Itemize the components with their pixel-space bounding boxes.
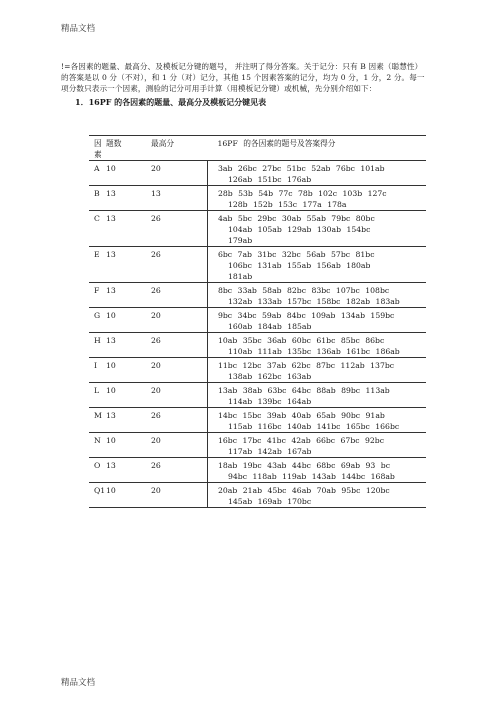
factor-cell: E — [89, 247, 106, 283]
items-line: 9bc 34bc 59ab 84bc 109ab 134ab 159bc — [218, 311, 395, 320]
max-cell: 20 — [151, 161, 208, 186]
table-row — [89, 247, 426, 283]
items-line: 138ab 162bc 163ab — [228, 372, 312, 381]
items-line: 114ab 139bc 164ab — [228, 397, 312, 406]
max-cell: 20 — [151, 358, 208, 383]
factor-cell: Q1 — [89, 483, 106, 508]
items-cell — [208, 333, 427, 358]
factor-cell: G — [89, 308, 106, 333]
factor-cell: C — [89, 211, 106, 247]
items-cell — [208, 483, 427, 508]
items-line: 117ab 142ab 167ab — [228, 447, 312, 456]
max-cell: 26 — [151, 211, 208, 247]
table-row — [89, 333, 426, 358]
items-cell — [208, 247, 427, 283]
items-cell — [208, 283, 427, 308]
max-cell: 26 — [151, 458, 208, 483]
items-line: 126ab 151bc 176ab — [228, 175, 312, 184]
items-line: 110ab 111ab 135bc 136ab 161bc 186ab — [228, 347, 400, 356]
max-cell: 26 — [151, 333, 208, 358]
count-cell: 13 — [106, 186, 151, 211]
items-line: 181ab — [228, 272, 253, 281]
items-line: 14bc 15bc 39ab 40ab 65ab 90bc 91ab — [218, 411, 385, 420]
max-cell: 26 — [151, 408, 208, 433]
items-line: 28b 53b 54b 77c 78b 102c 103b 127c — [218, 189, 387, 198]
factor-cell: F — [89, 283, 106, 308]
items-line: 16bc 17bc 41bc 42ab 66bc 67bc 92bc — [218, 436, 384, 445]
items-line: 3ab 26bc 27bc 51bc 52ab 76bc 101ab — [218, 164, 385, 173]
factor-table — [89, 135, 426, 508]
page-header: 精品文档 — [61, 24, 96, 34]
items-line: 94bc 118ab 119ab 143ab 144bc 168ab — [228, 472, 395, 481]
items-cell — [208, 308, 427, 333]
items-line: 6bc 7ab 31bc 32bc 56ab 57bc 81bc — [218, 250, 375, 259]
max-cell: 26 — [151, 247, 208, 283]
header-items: 16PF 的各因素的题号及答案得分 — [208, 136, 427, 161]
table-row — [89, 211, 426, 247]
items-line: 13ab 38ab 63bc 64bc 88ab 89bc 113ab — [218, 386, 390, 395]
items-cell — [208, 211, 427, 247]
items-line: 104ab 105ab 129ab 130ab 154bc — [228, 225, 371, 234]
table-header-row — [89, 136, 426, 161]
table-caption: 1．16PF 的各因素的题量、最高分及模板记分键见表 — [75, 97, 267, 107]
intro-paragraph: !=各因素的题量、最高分、及模板记分键的题号， 并注明了得分答案。关于记分：只有 B 因素（聪慧性）的答案是以 0 分（不对），和 1 分（对）记分，其他 15 个因素答案的记分，均为 0 分，1 分，2 分。每一项分数只表示一个因素，测验的记分可用手计算（用模板记分键）或机械，先分别介绍如下： — [61, 62, 425, 93]
count-cell: 10 — [106, 483, 151, 508]
header-factor: 因素 — [89, 136, 106, 161]
items-cell — [208, 408, 427, 433]
items-cell — [208, 186, 427, 211]
header-max: 最高分 — [151, 136, 208, 161]
items-line: 145ab 169ab 170bc — [228, 497, 312, 506]
count-cell: 10 — [106, 433, 151, 458]
items-line: 10ab 35bc 36ab 60bc 61bc 85bc 86bc — [218, 336, 385, 345]
items-line: 160ab 184ab 185ab — [228, 322, 312, 331]
items-cell — [208, 383, 427, 408]
table-row — [89, 161, 426, 186]
count-cell: 10 — [106, 308, 151, 333]
table-row — [89, 458, 426, 483]
factor-cell: L — [89, 383, 106, 408]
table-body — [89, 161, 426, 508]
table-row — [89, 358, 426, 383]
count-cell: 10 — [106, 383, 151, 408]
count-cell: 13 — [106, 247, 151, 283]
items-line: 106bc 131ab 155ab 156ab 180ab — [228, 261, 371, 270]
factor-cell: M — [89, 408, 106, 433]
factor-cell: A — [89, 161, 106, 186]
header-count: 题数 — [106, 136, 151, 161]
items-line: 132ab 133ab 157bc 158bc 182ab 183ab — [228, 297, 400, 306]
table-row — [89, 483, 426, 508]
max-cell: 20 — [151, 483, 208, 508]
max-cell: 20 — [151, 308, 208, 333]
factor-cell: B — [89, 186, 106, 211]
items-line: 115ab 116bc 140ab 141bc 165bc 166bc — [228, 422, 400, 431]
items-line: 11bc 12bc 37ab 62bc 87bc 112ab 137bc — [218, 361, 395, 370]
items-cell — [208, 161, 427, 186]
count-cell: 13 — [106, 458, 151, 483]
table-row — [89, 383, 426, 408]
table-row — [89, 283, 426, 308]
max-cell: 26 — [151, 283, 208, 308]
items-line: 128b 152b 153c 177a 178a — [228, 200, 347, 209]
items-line: 20ab 21ab 45bc 46ab 70ab 95bc 120bc — [218, 486, 390, 495]
items-line: 8bc 33ab 58ab 82bc 83bc 107bc 108bc — [218, 286, 390, 295]
max-cell: 13 — [151, 186, 208, 211]
factor-cell: H — [89, 333, 106, 358]
factor-cell: I — [89, 358, 106, 383]
items-line: 18ab 19bc 43ab 44bc 68bc 69ab 93 bc — [218, 461, 390, 470]
table-row — [89, 408, 426, 433]
max-cell: 20 — [151, 433, 208, 458]
count-cell: 13 — [106, 211, 151, 247]
factor-cell: N — [89, 433, 106, 458]
count-cell: 10 — [106, 161, 151, 186]
factor-cell: O — [89, 458, 106, 483]
table-row — [89, 186, 426, 211]
count-cell: 13 — [106, 283, 151, 308]
items-cell — [208, 433, 427, 458]
count-cell: 10 — [106, 358, 151, 383]
items-cell — [208, 458, 427, 483]
items-cell — [208, 358, 427, 383]
items-line: 4ab 5bc 29bc 30ab 55ab 79bc 80bc — [218, 214, 375, 223]
page-footer: 精品文档 — [61, 678, 96, 688]
count-cell: 13 — [106, 408, 151, 433]
max-cell: 20 — [151, 383, 208, 408]
table-row — [89, 308, 426, 333]
count-cell: 13 — [106, 333, 151, 358]
items-line: 179ab — [228, 236, 253, 245]
table-row — [89, 433, 426, 458]
